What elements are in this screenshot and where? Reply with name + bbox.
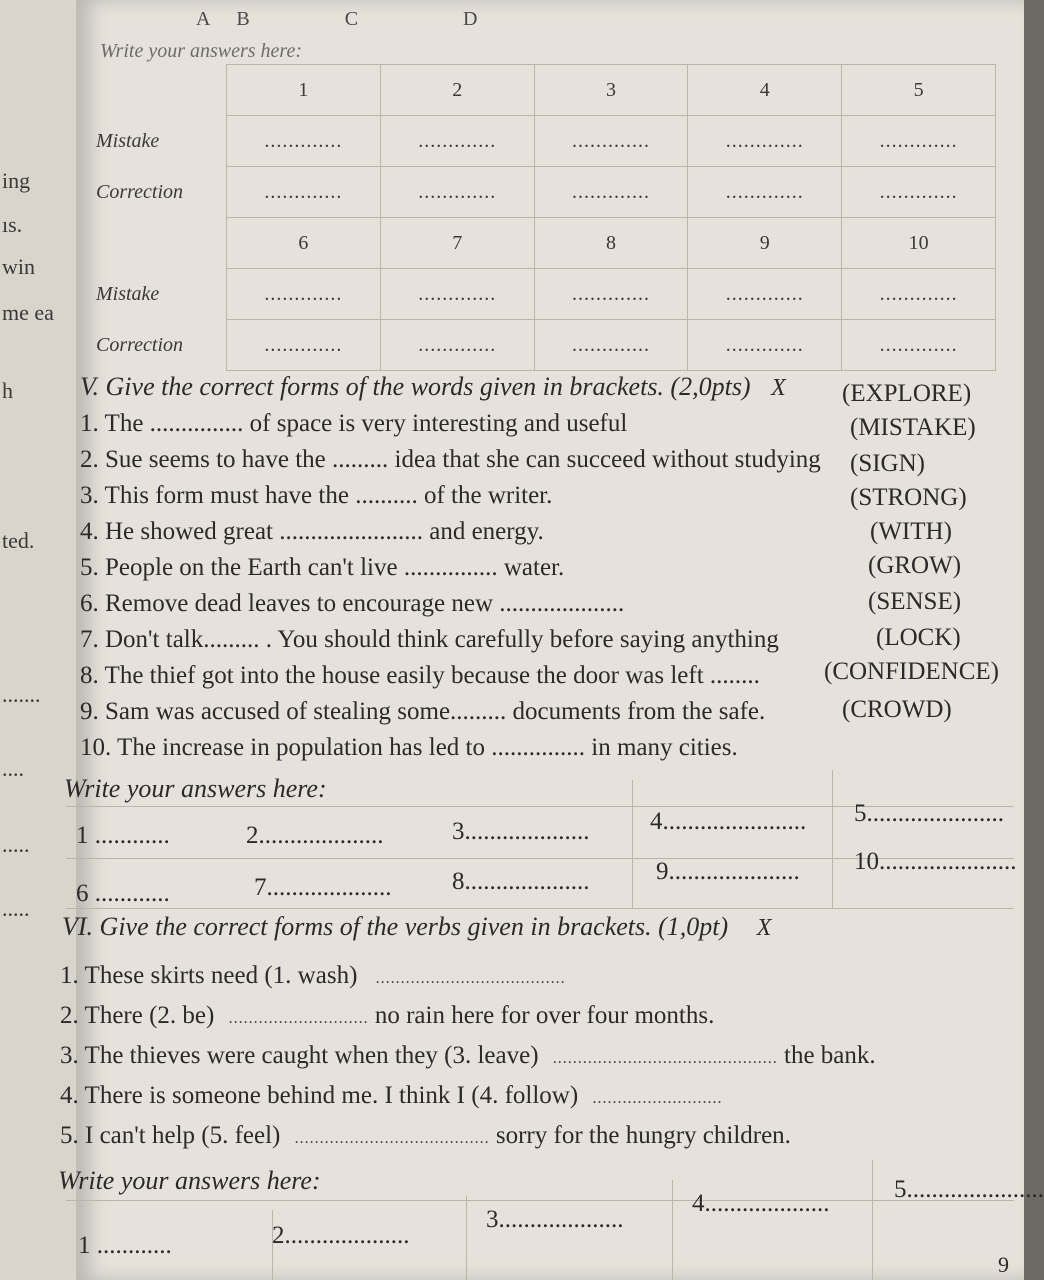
question-9: 9. Sam was accused of stealing some......... documents from the safe. (80, 698, 766, 725)
grid-number: 1 (227, 65, 381, 116)
correction-label: Correction (96, 333, 184, 356)
grid-correction-row (90, 167, 996, 218)
option-c: C (344, 8, 359, 30)
answer-blank[interactable]: ............. (842, 116, 996, 167)
verb-answer-blank[interactable]: .......................... (592, 1090, 723, 1107)
verb-question-tail: sorry for the hungry children. (495, 1122, 791, 1149)
answer-blank[interactable]: ............. (380, 269, 534, 320)
question-8: 8. The thief got into the house easily because the door was left ........ (80, 662, 760, 689)
divider (66, 908, 1014, 909)
verb-question-text: 4. There is someone behind me. I think I (4. follow) (60, 1082, 579, 1109)
verb-question-5 (60, 1122, 791, 1150)
mistake-label: Mistake (96, 282, 160, 305)
verb-question-2 (60, 1002, 714, 1030)
verb-answer-line-4[interactable]: 4.................... (692, 1190, 830, 1217)
question-1: 1. The ............... of space is very interesting and useful (80, 410, 628, 437)
divider (632, 780, 633, 908)
grid-number: 9 (688, 218, 842, 269)
answer-line-7[interactable]: 7.................... (254, 874, 392, 901)
grid-number: 4 (688, 65, 842, 116)
answer-blank[interactable]: ............. (842, 269, 996, 320)
answer-blank[interactable]: ............. (688, 116, 842, 167)
keyword-8: (LOCK) (876, 624, 961, 651)
answer-line-8[interactable]: 8.................... (452, 868, 590, 895)
verb-answer-line-5[interactable]: 5...................... (894, 1176, 1044, 1203)
answer-line-5[interactable]: 5...................... (854, 800, 1004, 827)
keyword-1: (EXPLORE) (842, 380, 972, 407)
keyword-6: (GROW) (868, 552, 962, 579)
section6-heading (62, 912, 771, 942)
page-number: 9 (998, 1252, 1009, 1277)
fragment: .... (2, 756, 24, 781)
verb-answer-blank[interactable]: ............................................. (552, 1050, 778, 1067)
grid-number-row (90, 65, 996, 116)
answer-blank[interactable]: ............. (534, 116, 688, 167)
question-4: 4. He showed great ....................... and energy. (80, 518, 544, 545)
section5-heading (80, 372, 786, 402)
section6-title: VI. Give the correct forms of the verbs given in brackets. (1,0pt) (62, 912, 729, 941)
verb-answer-blank[interactable]: ....................................... (294, 1130, 490, 1147)
question-3: 3. This form must have the .......... of the writer. (80, 482, 553, 509)
verb-answer-line-3[interactable]: 3.................... (486, 1206, 624, 1233)
option-b: B (236, 8, 250, 30)
keyword-5: (WITH) (870, 518, 952, 545)
answer-line-4[interactable]: 4....................... (650, 808, 807, 835)
verb-question-1 (60, 962, 566, 990)
fragment: ing (2, 168, 31, 193)
fragment: ..... (2, 832, 30, 857)
answer-blank[interactable]: ............. (380, 167, 534, 218)
grid-number: 5 (842, 65, 996, 116)
keyword-2: (MISTAKE) (850, 414, 976, 441)
keyword-4: (STRONG) (850, 484, 967, 511)
grid-number: 10 (842, 218, 996, 269)
verb-question-text: 3. The thieves were caught when they (3. leave) (60, 1042, 539, 1069)
fragment: ıs. (2, 212, 23, 237)
answer-grid (90, 64, 996, 371)
verb-question-tail: the bank. (784, 1042, 876, 1069)
correction-label: Correction (96, 180, 184, 203)
check-mark-icon: X (756, 915, 772, 941)
option-d: D (463, 8, 478, 30)
question-5: 5. People on the Earth can't live ............... water. (80, 554, 565, 581)
fragment: win (2, 254, 35, 279)
answer-blank[interactable]: ............. (842, 167, 996, 218)
keyword-9: (CONFIDENCE) (824, 658, 999, 685)
question-10: 10. The increase in population has led to ............... in many cities. (80, 734, 738, 761)
answer-blank[interactable]: ............. (842, 320, 996, 371)
grid-number: 2 (380, 65, 534, 116)
answer-blank[interactable]: ............. (688, 320, 842, 371)
answer-blank[interactable]: ............. (227, 116, 381, 167)
option-a: A (196, 8, 210, 30)
answer-line-6[interactable]: 6 ............ (76, 880, 170, 907)
answer-blank[interactable]: ............. (227, 320, 381, 371)
answer-line-10[interactable]: 10...................... (854, 848, 1017, 875)
verb-question-text: 2. There (2. be) (60, 1002, 215, 1029)
verb-question-tail: no rain here for over four months. (374, 1002, 715, 1029)
answer-blank[interactable]: ............. (534, 167, 688, 218)
verb-question-3 (60, 1042, 876, 1070)
divider (832, 770, 833, 908)
section5-title: V. Give the correct forms of the words given in brackets. (2,0pts) (80, 372, 751, 401)
verb-question-4 (60, 1082, 722, 1110)
grid-mistake-row (90, 116, 996, 167)
answer-blank[interactable]: ............. (227, 167, 381, 218)
verb-answer-line-1[interactable]: 1 ............ (78, 1232, 172, 1259)
divider (872, 1160, 873, 1280)
answer-blank[interactable]: ............. (380, 116, 534, 167)
answer-line-3[interactable]: 3.................... (452, 818, 590, 845)
answer-line-1[interactable]: 1 ............ (76, 822, 170, 849)
answer-blank[interactable]: ............. (534, 269, 688, 320)
grid-mistake-row (90, 269, 996, 320)
verb-question-text: 5. I can't help (5. feel) (60, 1122, 281, 1149)
grid-correction-row (90, 320, 996, 371)
answer-blank[interactable]: ............. (534, 320, 688, 371)
answers-label-section4: Write your answers here: (100, 40, 303, 62)
answer-blank[interactable]: ............. (380, 320, 534, 371)
answer-line-2[interactable]: 2.................... (246, 822, 384, 849)
keyword-3: (SIGN) (850, 450, 925, 477)
answer-line-9[interactable]: 9..................... (656, 858, 800, 885)
options-row (196, 8, 477, 31)
answer-blank[interactable]: ............. (227, 269, 381, 320)
divider (466, 1196, 467, 1280)
keyword-10: (CROWD) (842, 696, 952, 723)
verb-answer-blank[interactable]: ............................ (228, 1010, 369, 1027)
answer-blank[interactable]: ............. (688, 269, 842, 320)
question-2: 2. Sue seems to have the ......... idea that she can succeed without studying (80, 446, 821, 473)
keyword-7: (SENSE) (868, 588, 962, 615)
grid-number: 8 (534, 218, 688, 269)
verb-answer-blank[interactable]: ...................................... (375, 970, 566, 987)
worksheet-page (58, 0, 1044, 1280)
verb-question-text: 1. These skirts need (1. wash) (60, 962, 358, 989)
question-6: 6. Remove dead leaves to encourage new .................... (80, 590, 625, 617)
divider (672, 1180, 673, 1280)
fragment: ted. (2, 528, 35, 553)
check-mark-icon: X (771, 375, 786, 401)
fragment: me ea (2, 300, 54, 325)
grid-number-row (90, 218, 996, 269)
fragment: ..... (2, 896, 30, 921)
mistake-label: Mistake (96, 129, 160, 152)
answers-label-section6: Write your answers here: (58, 1166, 321, 1195)
answer-blank[interactable]: ............. (688, 167, 842, 218)
fragment: h (2, 378, 13, 403)
answers-label-section5: Write your answers here: (64, 774, 327, 803)
grid-number: 3 (534, 65, 688, 116)
grid-number: 7 (380, 218, 534, 269)
verb-answer-line-2[interactable]: 2.................... (272, 1222, 410, 1249)
fragment: ....... (2, 682, 41, 707)
question-7: 7. Don't talk......... . You should think carefully before saying anything (80, 626, 779, 653)
grid-number: 6 (227, 218, 381, 269)
